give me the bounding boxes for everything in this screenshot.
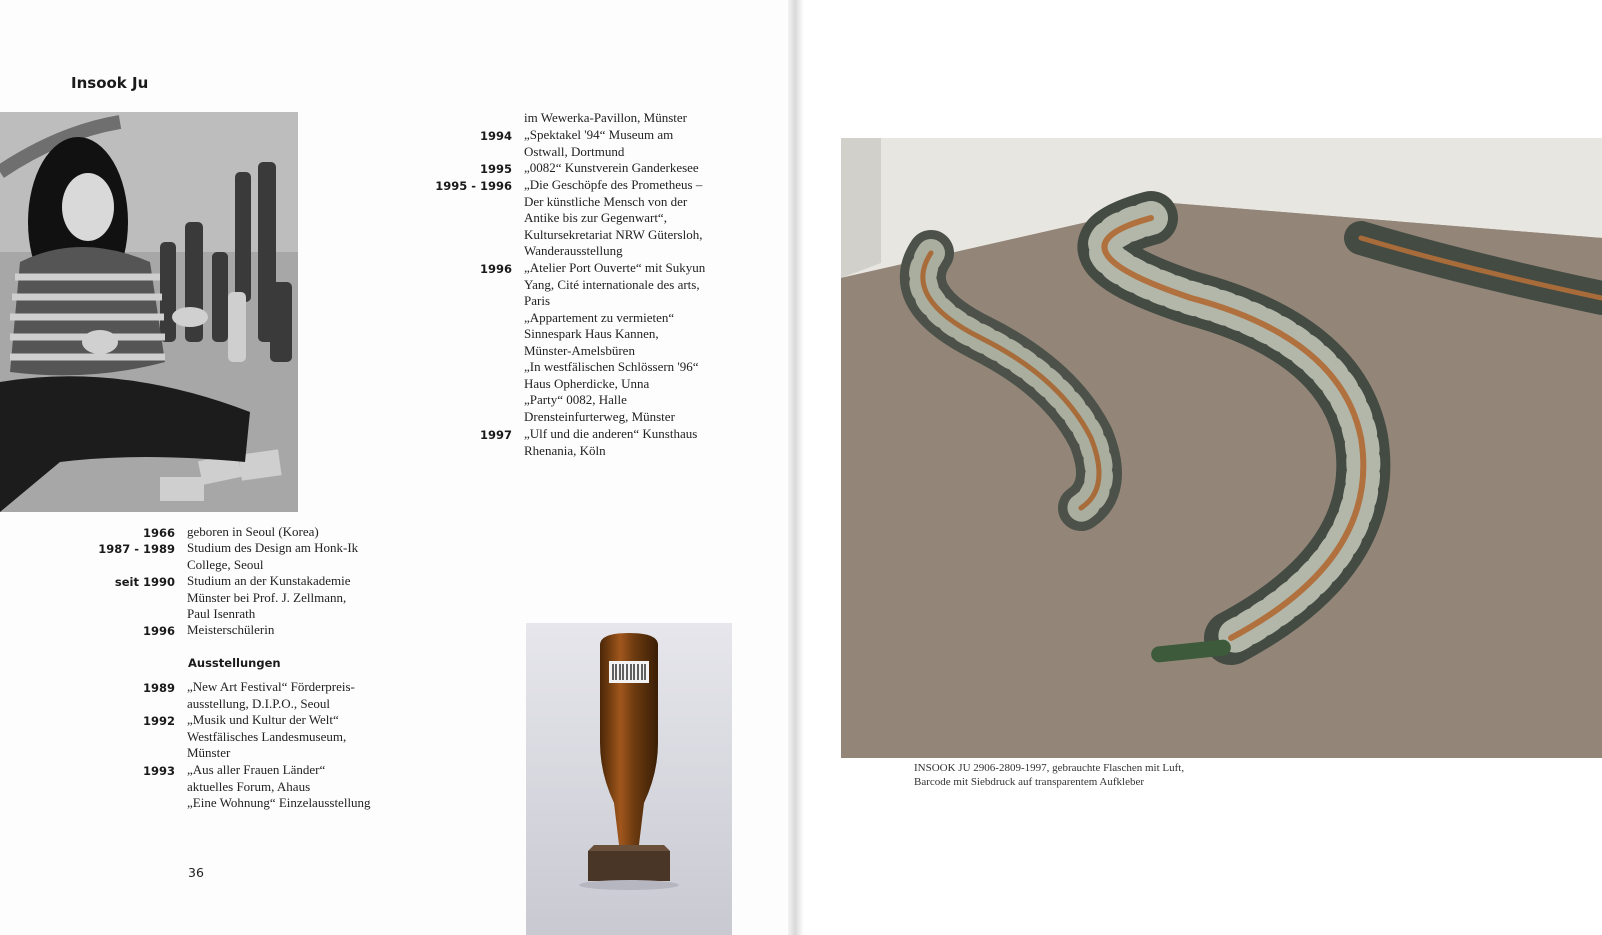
bio-entry-line: geboren in Seoul (Korea) [187, 524, 319, 539]
exhibition-entry [524, 127, 673, 160]
exhibition-entry-line: „Appartement zu vermieten“ [524, 309, 675, 325]
book-gutter [788, 0, 804, 935]
exhibition-entry-line: Der künstliche Mensch von der [524, 193, 688, 209]
portrait-illustration [0, 112, 298, 512]
photo-caption [914, 762, 1184, 789]
exhibition-entry-line: „Spektakel '94“ Museum am [524, 127, 674, 142]
exhibition-year: 1993 [142, 764, 175, 778]
exhibition-entry-line: „Ulf und die anderen“ Kunsthaus [524, 426, 698, 441]
caption-line: Barcode mit Siebdruck auf transparentem Aufkleber [914, 775, 1145, 788]
bio-entry-line: Studium des Design am Honk-Ik [187, 540, 359, 555]
bio-entry-line: Münster bei Prof. J. Zellmann, [187, 589, 347, 605]
upside-down-bottle-illustration [526, 623, 732, 935]
bio-entry [187, 573, 351, 623]
exhibition-entry-line: Münster [187, 745, 231, 760]
exhibition-entry-line: Paris [524, 293, 550, 308]
exhibition-entry [524, 260, 705, 425]
exhibition-year: 1994 [479, 129, 512, 143]
bio-entry-line: College, Seoul [187, 556, 264, 572]
exhibition-year: 1997 [479, 428, 512, 442]
bottle-photo [526, 623, 732, 935]
exhibition-year: 1992 [142, 714, 175, 728]
exhibition-entry-line: „Aus aller Frauen Länder“ [187, 762, 326, 777]
exhibition-year: 1995 [479, 162, 512, 176]
exhibition-entry-line: Westfälisches Landesmuseum, [187, 728, 347, 744]
exhibition-entry-line: Drensteinfurterweg, Münster [524, 408, 675, 424]
exhibition-year: 1995 - 1996 [435, 179, 512, 193]
exhibition-entry-line: Yang, Cité internationale des arts, [524, 276, 700, 292]
exhibition-year: 1989 [142, 681, 175, 695]
exhibition-entry-line: „New Art Festival“ Förderpreis- [187, 679, 355, 694]
exhibition-entry-line: Antike bis zur Gegenwart“, [524, 210, 667, 225]
exhibition-entry-line: „Die Geschöpfe des Prometheus – [524, 177, 703, 192]
exhibition-entry [524, 177, 702, 260]
artist-portrait-photo [0, 112, 298, 512]
bio-entry-line: Paul Isenrath [187, 606, 256, 621]
exhibition-entry-line: „Musik und Kultur der Welt“ [187, 712, 339, 727]
exhibitions-heading: Ausstellungen [188, 656, 281, 670]
exhibition-entry-line: ausstellung, D.I.P.O., Seoul [187, 695, 330, 711]
exhibition-entry-line: Ostwall, Dortmund [524, 143, 625, 159]
exhibition-entry-line: Kultursekretariat NRW Gütersloh, [524, 226, 703, 242]
bio-entry [187, 524, 319, 541]
exhibition-entry [187, 712, 346, 762]
exhibition-entry-line: „0082“ Kunstverein Ganderkesee [524, 160, 699, 175]
exhibition-entry [187, 679, 355, 712]
exhibition-entry-line: Rhenania, Köln [524, 442, 606, 458]
page-number: 36 [188, 865, 204, 880]
exhibition-entry-line: Wanderausstellung [524, 243, 623, 258]
installation-photo [841, 138, 1602, 758]
bio-entry [187, 540, 358, 573]
exhibition-entry-line: „Party“ 0082, Halle [524, 392, 627, 407]
exhibition-entry-line: Münster-Amelsbüren [524, 342, 635, 358]
artist-name: Insook Ju [71, 74, 149, 92]
exhibition-entry [524, 426, 697, 459]
exhibition-entry [524, 160, 699, 177]
bio-year: 1966 [142, 526, 175, 540]
bio-entry-line: Studium an der Kunstakademie [187, 573, 351, 588]
exhibition-entry [524, 110, 687, 127]
exhibition-year: 1996 [479, 262, 512, 276]
exhibition-entry-line: aktuelles Forum, Ahaus [187, 778, 311, 794]
bio-year: 1987 - 1989 [98, 542, 175, 556]
exhibition-entry-line: im Wewerka-Pavillon, Münster [524, 110, 687, 125]
bottle-installation-illustration [841, 138, 1602, 758]
exhibition-entry-line: Sinnespark Haus Kannen, [524, 326, 659, 341]
exhibition-entry-line: Haus Opherdicke, Unna [524, 375, 650, 391]
bio-year: 1996 [142, 624, 175, 638]
exhibition-entry-line: „In westfälischen Schlössern '96“ [524, 359, 699, 374]
exhibition-entry-line: „Eine Wohnung“ Einzelausstellung [187, 795, 371, 810]
exhibition-entry [187, 762, 371, 812]
bio-entry [187, 622, 274, 639]
exhibition-entry-line: „Atelier Port Ouverte“ mit Sukyun [524, 260, 706, 275]
bio-year: seit 1990 [114, 575, 175, 589]
bio-entry-line: Meisterschülerin [187, 622, 275, 637]
caption-line: INSOOK JU 2906-2809-1997, gebrauchte Flaschen mit Luft, [914, 762, 1185, 774]
